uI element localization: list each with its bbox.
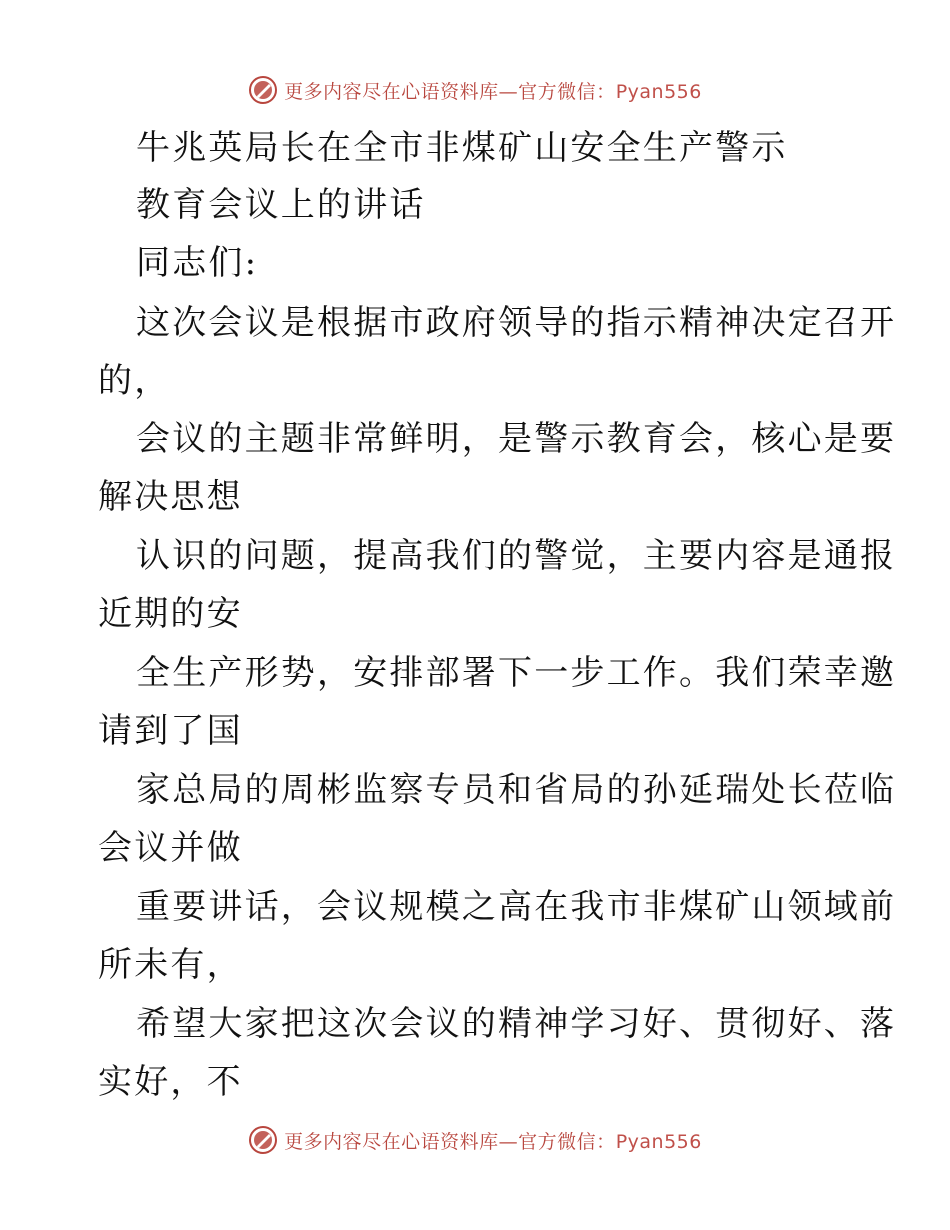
- paragraph-line: 所未有，: [98, 945, 243, 985]
- paragraph-line: 这次会议是根据市政府领导的指示精神决定召开: [136, 303, 897, 343]
- paragraph-line: 会议并做: [98, 828, 243, 868]
- paragraph-line: 近期的安: [98, 594, 243, 634]
- paragraph-line: 全生产形势，安排部署下一步工作。我们荣幸邀: [136, 653, 897, 693]
- banner-main-text: 更多内容尽在心语资料库: [284, 80, 499, 103]
- paragraph-line: 会议的主题非常鲜明，是警示教育会，核心是要: [136, 419, 897, 459]
- salutation: 同志们:: [136, 243, 259, 283]
- document-title-line-1: 牛兆英局长在全市非煤矿山安全生产警示: [136, 128, 788, 168]
- paragraph-line: 认识的问题，提高我们的警觉，主要内容是通报: [136, 536, 897, 576]
- banner-separator: —: [498, 1130, 519, 1153]
- banner-text: [284, 77, 702, 104]
- banner-separator: —: [498, 80, 519, 103]
- footer-banner: [0, 1122, 950, 1158]
- pen-logo-icon: [248, 1125, 278, 1155]
- paragraph-line: 的，: [98, 361, 171, 401]
- banner-wechat-id: Pyan556: [615, 1130, 702, 1153]
- header-banner: [0, 72, 950, 108]
- banner-text: [284, 1127, 702, 1154]
- banner-wechat-id: Pyan556: [615, 80, 702, 103]
- paragraph-line: 家总局的周彬监察专员和省局的孙延瑞处长莅临: [136, 770, 897, 810]
- paragraph-line: 希望大家把这次会议的精神学习好、贯彻好、落: [136, 1004, 897, 1044]
- paragraph-line: 重要讲话，会议规模之高在我市非煤矿山领域前: [136, 887, 897, 927]
- paragraph-line: 解决思想: [98, 477, 243, 517]
- banner-wechat-label: 官方微信：: [518, 1130, 616, 1153]
- pen-logo-icon: [248, 75, 278, 105]
- paragraph-line: 请到了国: [98, 711, 243, 751]
- banner-wechat-label: 官方微信：: [518, 80, 616, 103]
- paragraph-line: 实好，不: [98, 1062, 243, 1102]
- document-title-line-2: 教育会议上的讲话: [136, 185, 426, 225]
- banner-main-text: 更多内容尽在心语资料库: [284, 1130, 499, 1153]
